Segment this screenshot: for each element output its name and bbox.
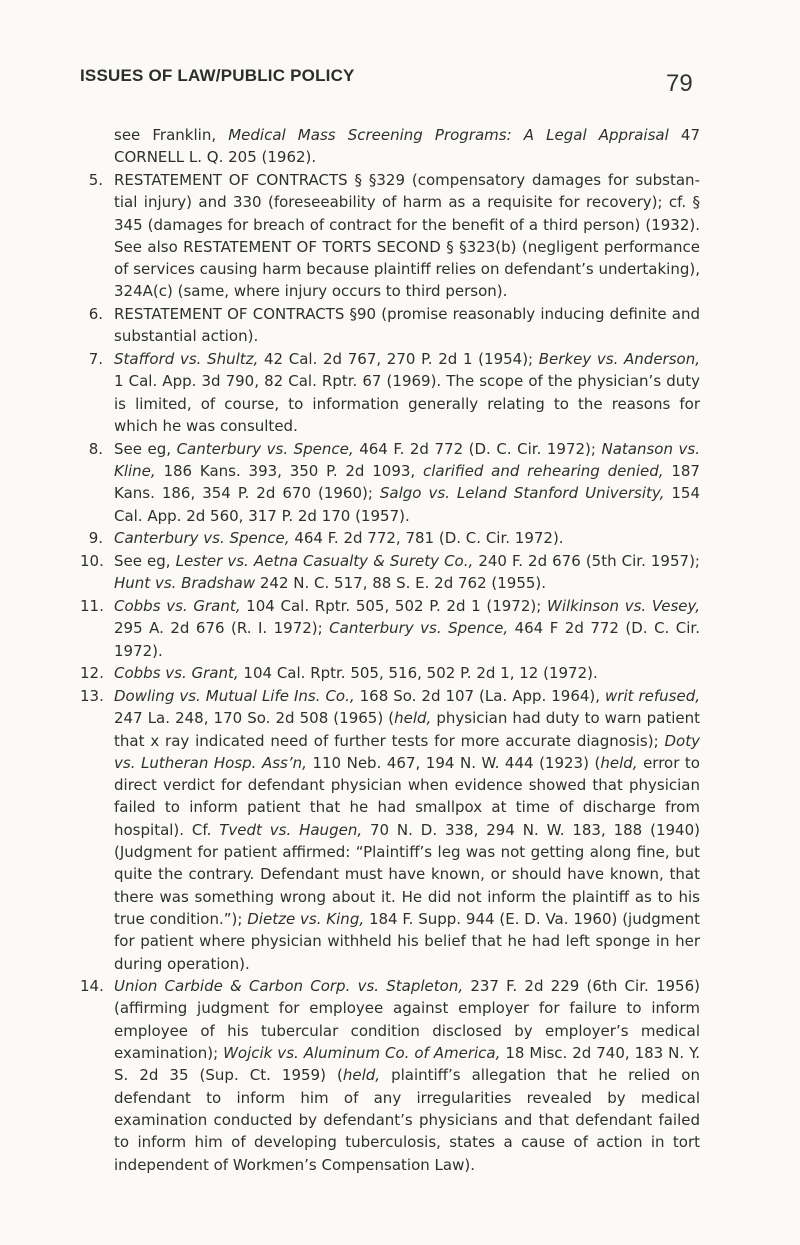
citation-text: 42 Cal. 2d 767, 270 P. 2d 1 (1954); bbox=[258, 350, 539, 369]
endnote-text bbox=[114, 977, 700, 1173]
endnote-number: 12. bbox=[80, 664, 104, 683]
case-citation-italic: Canterbury vs. Spence, bbox=[329, 619, 509, 638]
citation-text: 187 Kans. 186, 354 P. 2d 670 (1960); bbox=[114, 462, 700, 503]
endnote bbox=[80, 595, 700, 662]
citation-text: 464 F 2d 772 (D. C. Cir. 1972). bbox=[114, 619, 700, 660]
case-citation-italic: Wojcik vs. Aluminum Co. of America, bbox=[223, 1044, 501, 1063]
citation-text: 247 La. 248, 170 So. 2d 508 (1965) ( bbox=[114, 709, 395, 728]
citation-text: 242 N. C. 517, 88 S. E. 2d 762 (1955). bbox=[255, 574, 547, 593]
endnote bbox=[80, 348, 700, 437]
citation-text: See eg, bbox=[114, 439, 177, 458]
endnote-text bbox=[114, 552, 700, 592]
endnote-text bbox=[114, 350, 700, 435]
case-citation-italic: Salgo vs. Leland Stanford University, bbox=[379, 484, 665, 503]
endnote bbox=[80, 550, 700, 595]
endnote bbox=[80, 685, 700, 975]
endnote bbox=[80, 975, 700, 1176]
endnote bbox=[80, 527, 700, 549]
case-citation-italic: Hunt vs. Bradshaw bbox=[114, 574, 256, 593]
citation-text: 186 Kans. 393, 350 P. 2d 1093, bbox=[155, 462, 423, 481]
citation-text: error to direct verdict for defendant physician when evidence showed that physician failed to inform patient that he had smallpox at time of discharge from hospital). Cf. bbox=[114, 753, 700, 839]
citation-text: 104 Cal. Rptr. 505, 516, 502 P. 2d 1, 12 (1972). bbox=[238, 664, 598, 683]
case-citation-italic: Cobbs vs. Grant, bbox=[114, 596, 241, 615]
endnote-number: 7. bbox=[88, 350, 103, 369]
case-citation-italic: Canterbury vs. Spence, bbox=[176, 439, 354, 458]
case-citation-italic: Berkey vs. Anderson, bbox=[538, 350, 700, 369]
case-citation-italic: Medical Mass Screening Programs: A Legal Appraisal bbox=[228, 126, 669, 144]
endnote bbox=[80, 662, 700, 684]
citation-text: 237 F. 2d 229 (6th Cir. 1956) (affirming judgment for employee against employer for failure to inform employee of his tubercular condition disclosed by employer’s medical examination); bbox=[114, 977, 700, 1063]
endnote bbox=[80, 124, 700, 169]
case-citation-italic: Dowling vs. Mutual Life Ins. Co., bbox=[114, 686, 355, 705]
endnote-text bbox=[114, 687, 700, 973]
endnote-text bbox=[114, 529, 564, 547]
case-citation-italic: Doty vs. Lutheran Hosp. Ass’n, bbox=[114, 731, 700, 772]
endnote-text bbox=[114, 440, 700, 525]
citation-text: RESTATEMENT OF CONTRACTS §90 (promise reasonably inducing definite and substantial action). bbox=[114, 305, 700, 346]
case-citation-italic: writ refused, bbox=[605, 686, 700, 705]
citation-text: plaintiff’s allegation that he relied on defendant to inform him of any irregularities revealed by medical examination conducted by defendant’s physicians and that defendant failed to inform him of developing tuberculosis, states a cause of action in tort independent of Workmen’s Compensation Law). bbox=[114, 1066, 700, 1174]
endnote-number: 6. bbox=[88, 305, 103, 324]
case-citation-italic: Dietze vs. King, bbox=[247, 909, 365, 928]
endnote-text bbox=[114, 171, 700, 300]
endnote-number: 9. bbox=[88, 529, 103, 548]
endnote-number: 13. bbox=[80, 686, 104, 705]
citation-text: 110 Neb. 467, 194 N. W. 444 (1923) ( bbox=[306, 753, 601, 772]
citation-text: 47 CORNELL L. Q. 205 (1962). bbox=[114, 126, 700, 167]
case-citation-italic: held, bbox=[342, 1066, 381, 1085]
endnote bbox=[80, 438, 700, 527]
citation-text: 104 Cal. Rptr. 505, 502 P. 2d 1 (1972); bbox=[240, 596, 547, 615]
case-citation-italic: Lester vs. Aetna Casualty & Surety Co., bbox=[175, 551, 474, 570]
citation-text: physician had duty to warn patient that x ray indicated need of further tests for more accurate diagnosis); bbox=[114, 709, 700, 750]
endnote-number: 8. bbox=[88, 439, 103, 458]
case-citation-italic: clarified and rehearing denied, bbox=[422, 462, 664, 481]
endnote-text bbox=[114, 664, 598, 682]
running-head: ISSUES OF LAW/PUBLIC POLICY bbox=[80, 66, 355, 85]
citation-text: see Franklin, bbox=[114, 126, 229, 144]
citation-text: 18 Misc. 2d 740, 183 N. Y. S. 2d 35 (Sup. Ct. 1959) ( bbox=[114, 1044, 700, 1085]
endnote-number: 5. bbox=[88, 170, 103, 189]
case-citation-italic: Natanson vs. Kline, bbox=[114, 439, 700, 481]
citation-text: 154 Cal. App. 2d 560, 317 P. 2d 170 (1957). bbox=[114, 484, 700, 525]
citation-text: See eg, bbox=[114, 551, 176, 570]
endnote-text bbox=[114, 597, 700, 660]
endnote-number: 10. bbox=[80, 551, 104, 570]
endnote-text bbox=[114, 305, 700, 345]
citation-text: 184 F. Supp. 944 (E. D. Va. 1960) (judgment for patient where physician withheld his belief that he had left sponge in her during operation). bbox=[114, 909, 700, 973]
endnote-text bbox=[114, 126, 700, 166]
case-citation-italic: held, bbox=[394, 709, 432, 728]
citation-text: 168 So. 2d 107 (La. App. 1964), bbox=[354, 686, 606, 705]
case-citation-italic: Canterbury vs. Spence, bbox=[114, 529, 290, 548]
citation-text: 70 N. D. 338, 294 N. W. 183, 188 (1940) (Judgment for patient affirmed: “Plaintiff’s leg was not getting along fine, but quite the contrary. Defendant must have known, or should have known, that there was something wrong about it. He did not inform the plaintiff as to his true condition.”); bbox=[114, 820, 700, 928]
case-citation-italic: Cobbs vs. Grant, bbox=[114, 664, 239, 683]
case-citation-italic: Stafford vs. Shultz, bbox=[114, 350, 259, 369]
citation-text: 1 Cal. App. 3d 790, 82 Cal. Rptr. 67 (1969). The scope of the physician’s duty is limited, of course, to information generally relating to the reasons for which he was consulted. bbox=[114, 372, 700, 436]
case-citation-italic: Wilkinson vs. Vesey, bbox=[547, 596, 700, 615]
citation-text: 464 F. 2d 772, 781 (D. C. Cir. 1972). bbox=[289, 529, 564, 548]
case-citation-italic: held, bbox=[600, 753, 638, 772]
citation-text: 295 A. 2d 676 (R. I. 1972); bbox=[114, 619, 330, 638]
citation-text: 240 F. 2d 676 (5th Cir. 1957); bbox=[473, 551, 700, 570]
case-citation-italic: Union Carbide & Carbon Corp. vs. Stapleton, bbox=[114, 977, 464, 996]
endnote bbox=[80, 303, 700, 348]
citation-text: RESTATEMENT OF CONTRACTS § §329 (compensatory damages for substantial injury) and 330 (foreseeability of harm as a requisite for recovery); cf. § 345 (damages for breach of contract for the benefit of a third person) (1932). See also RESTATEMENT OF TORTS SECOND § §323(b) (negligent performance of services causing harm because plaintiff relies on defendant’s undertaking), 324A(c) (same, where injury occurs to third person). bbox=[114, 170, 700, 301]
citation-text: 464 F. 2d 772 (D. C. Cir. 1972); bbox=[353, 439, 602, 458]
case-citation-italic: Tvedt vs. Haugen, bbox=[219, 820, 363, 839]
endnote bbox=[80, 169, 700, 303]
page-number: 79 bbox=[666, 70, 693, 97]
endnote-number: 14. bbox=[80, 977, 104, 996]
endnote-number: 11. bbox=[80, 596, 104, 615]
endnotes-list bbox=[80, 124, 700, 1176]
